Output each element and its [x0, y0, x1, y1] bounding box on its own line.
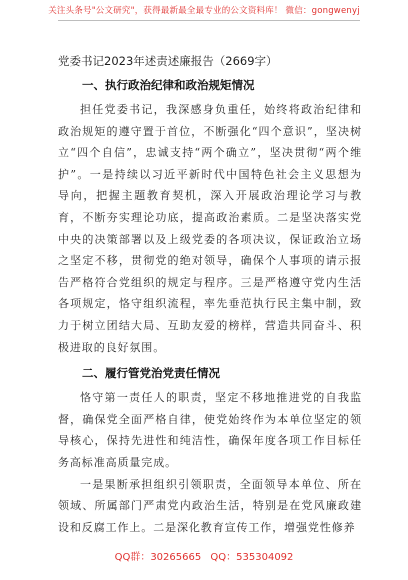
section-heading-2: 二、履行管党治党责任情况	[82, 366, 220, 381]
section-heading-1: 一、执行政治纪律和政治规矩情况	[82, 78, 255, 92]
document-body	[58, 52, 362, 538]
promo-banner	[0, 0, 408, 46]
contact-footer: QQ群：30265665 QQ：535304092	[114, 552, 294, 563]
promo-text: 关注头条号"公文研究"，获得最新最全最专业的公文资料库！ 微信：gongwenyj	[48, 6, 360, 16]
document-title: 党委书记2023年述责述廉报告（2669字）	[58, 54, 278, 68]
section-2-paragraph-2: 一是果断承担组织引领职责，全面领导本单位、所在领域、所属部门严肃党内政治生活，特别是在党风廉政建设和反腐工作上。二是深化教育宣传工作，增强党性修养	[58, 477, 362, 534]
header-divider	[58, 20, 360, 21]
section-2-paragraph-1: 恪守第一责任人的职责，坚定不移地推进党的自我监督，确保党全面严格自律，使党始终作为本单位坚定的领导核心，保持先进性和纯洁性，确保年度各项工作目标任务高标准高质量完成。	[58, 391, 362, 469]
section-1-paragraph-1: 担任党委书记，我深感身负重任，始终将政治纪律和政治规矩的遵守置于首位，不断强化“四个意识”，坚决树立“四个自信”，忠诚支持“两个确立”，坚决贯彻“两个维护”。一是持续以习近平新时代中国特色社会主义思想为导向，把握主题教育契机，深入开展政治理论学习与教育，不断夯实理论功底，提高政治素质。二是坚决落实党中央的决策部署以及上级党委的各项决议，保证政治立场之坚定不移，贯彻党的绝对领导，确保个人事项的请示报告严格符合党组织的规定与程序。三是严格遵守党内生活各项规定，恪守组织流程，率先垂范执行民主集中制，致力于树立团结大局、互助友爱的榜样，营造共同奋斗、积极进取的良好氛围。	[58, 103, 362, 354]
